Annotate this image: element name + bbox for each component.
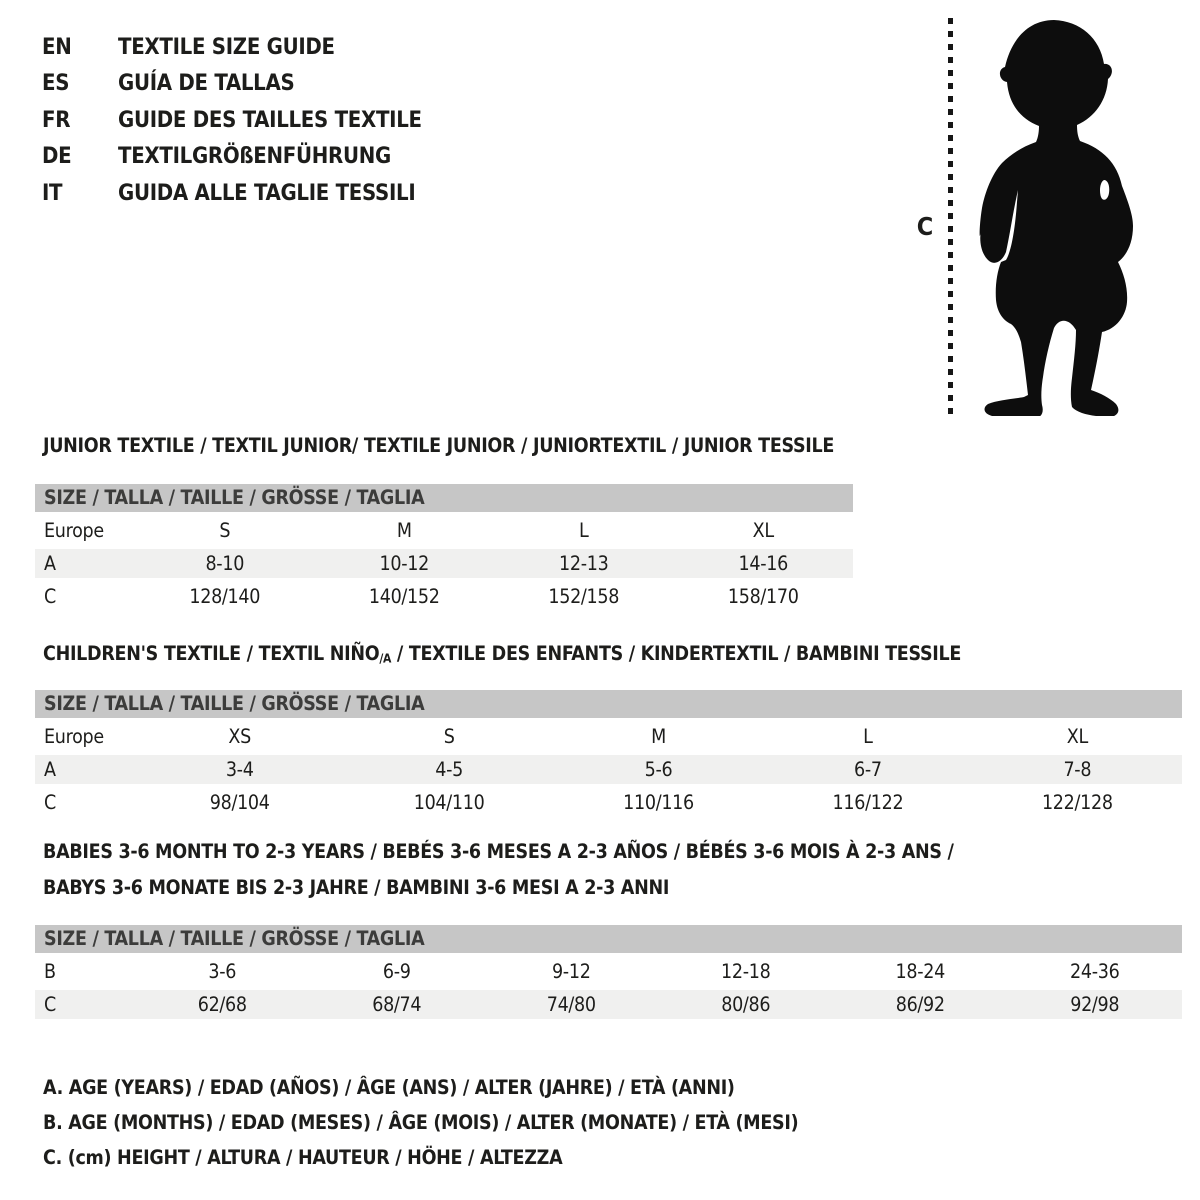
- language-code: EN: [42, 34, 72, 60]
- language-code: FR: [42, 107, 71, 133]
- size-value: 12-18: [721, 960, 771, 983]
- table-row: [35, 988, 1182, 1021]
- table-row: [35, 753, 1182, 786]
- table-row: [35, 580, 853, 613]
- section-title-children: [43, 644, 961, 669]
- size-value: 6-7: [854, 758, 882, 781]
- size-value: 68/74: [372, 993, 422, 1016]
- language-code: IT: [42, 180, 63, 206]
- language-code: ES: [42, 71, 70, 97]
- section-title-children-prefix: CHILDREN'S TEXTILE / TEXTIL NIÑO: [43, 642, 380, 665]
- table-row: [35, 547, 853, 580]
- size-value: 4-5: [435, 758, 463, 781]
- row-label: C: [44, 585, 56, 608]
- size-header-bar: SIZE / TALLA / TAILLE / GRÖSSE / TAGLIA: [35, 484, 853, 512]
- size-value: 92/98: [1070, 993, 1120, 1016]
- junior-table-rows: [35, 514, 853, 613]
- language-row-fr: [42, 102, 422, 139]
- guide-title: GUIDE DES TAILLES TEXTILE: [118, 107, 422, 133]
- size-value: 104/110: [413, 791, 485, 814]
- size-header-bar: SIZE / TALLA / TAILLE / GRÖSSE / TAGLIA: [35, 925, 1182, 953]
- table-row: [35, 720, 1182, 753]
- size-value: S: [443, 725, 455, 748]
- language-row-it: [42, 175, 422, 212]
- size-value: 14-16: [738, 552, 788, 575]
- row-label: C: [44, 993, 56, 1016]
- size-value: 98/104: [209, 791, 270, 814]
- size-value: 9-12: [551, 960, 591, 983]
- section-title-junior: JUNIOR TEXTILE / TEXTIL JUNIOR/ TEXTILE JUNIOR / JUNIORTEXTIL / JUNIOR TESSILE: [43, 434, 835, 457]
- size-value: 122/128: [1041, 791, 1113, 814]
- table-row: [35, 786, 1182, 819]
- size-value: S: [219, 519, 231, 542]
- size-value: XL: [752, 519, 774, 542]
- size-value: 128/140: [189, 585, 261, 608]
- babies-size-table: [35, 925, 1182, 1021]
- children-table-rows: [35, 720, 1182, 819]
- size-value: 18-24: [895, 960, 945, 983]
- section-title-children-suffix: / TEXTILE DES ENFANTS / KINDERTEXTIL / BAMBINI TESSILE: [391, 642, 962, 665]
- legend-line-a: A. AGE (YEARS) / EDAD (AÑOS) / ÂGE (ANS) / ALTER (JAHRE) / ETÀ (ANNI): [43, 1076, 735, 1099]
- section-title-children-subscript: /A: [379, 651, 392, 666]
- row-label: Europe: [44, 519, 104, 542]
- row-label: A: [44, 758, 56, 781]
- row-label: Europe: [44, 725, 104, 748]
- size-value: 140/152: [368, 585, 440, 608]
- language-row-de: [42, 139, 422, 176]
- size-value: 10-12: [379, 552, 429, 575]
- section-title-babies-line2: BABYS 3-6 MONATE BIS 2-3 JAHRE / BAMBINI 3-6 MESI A 2-3 ANNI: [43, 876, 670, 899]
- size-value: M: [651, 725, 666, 748]
- row-label: B: [44, 960, 56, 983]
- legend-line-b: B. AGE (MONTHS) / EDAD (MESES) / ÂGE (MOIS) / ALTER (MONATE) / ETÀ (MESI): [43, 1111, 799, 1134]
- size-header-bar: SIZE / TALLA / TAILLE / GRÖSSE / TAGLIA: [35, 690, 1182, 718]
- size-value: 5-6: [644, 758, 673, 781]
- guide-title: GUÍA DE TALLAS: [118, 71, 295, 97]
- size-value: 12-13: [559, 552, 609, 575]
- size-value: 3-4: [225, 758, 254, 781]
- size-value: 80/86: [721, 993, 771, 1016]
- babies-table-rows: [35, 955, 1182, 1021]
- size-value: 158/170: [727, 585, 799, 608]
- language-row-es: [42, 66, 422, 103]
- size-value: 152/158: [548, 585, 620, 608]
- height-dotted-line: [948, 18, 953, 414]
- legend-line-c: C. (cm) HEIGHT / ALTURA / HAUTEUR / HÖHE / ALTEZZA: [43, 1146, 563, 1169]
- size-value: L: [863, 725, 873, 748]
- language-title-block: [42, 29, 422, 212]
- guide-title: TEXTILGRÖßENFÜHRUNG: [118, 144, 391, 170]
- junior-size-table: [35, 484, 853, 613]
- height-measure-label: C: [916, 212, 934, 241]
- language-code: DE: [42, 144, 72, 170]
- table-row: [35, 514, 853, 547]
- size-value: 7-8: [1063, 758, 1092, 781]
- size-value: 74/80: [546, 993, 596, 1016]
- size-value: L: [579, 519, 589, 542]
- size-value: 116/122: [832, 791, 904, 814]
- row-label: A: [44, 552, 56, 575]
- legend-block: [43, 1070, 798, 1175]
- size-value: 24-36: [1070, 960, 1120, 983]
- toddler-silhouette-icon: [966, 16, 1146, 416]
- guide-title: TEXTILE SIZE GUIDE: [118, 34, 335, 60]
- size-value: 86/92: [895, 993, 945, 1016]
- size-value: M: [396, 519, 412, 542]
- size-value: 3-6: [208, 960, 237, 983]
- size-value: 6-9: [382, 960, 411, 983]
- size-value: XL: [1066, 725, 1088, 748]
- guide-title: GUIDA ALLE TAGLIE TESSILI: [118, 180, 416, 206]
- section-title-babies-line1: BABIES 3-6 MONTH TO 2-3 YEARS / BEBÉS 3-6 MESES A 2-3 AÑOS / BÉBÉS 3-6 MOIS À 2-3 ANS /: [43, 840, 954, 863]
- table-row: [35, 955, 1182, 988]
- row-label: C: [44, 791, 56, 814]
- size-value: 110/116: [623, 791, 694, 814]
- size-value: XS: [228, 725, 251, 748]
- size-value: 8-10: [205, 552, 245, 575]
- children-size-table: [35, 690, 1182, 819]
- size-value: 62/68: [197, 993, 247, 1016]
- language-row-en: [42, 29, 422, 66]
